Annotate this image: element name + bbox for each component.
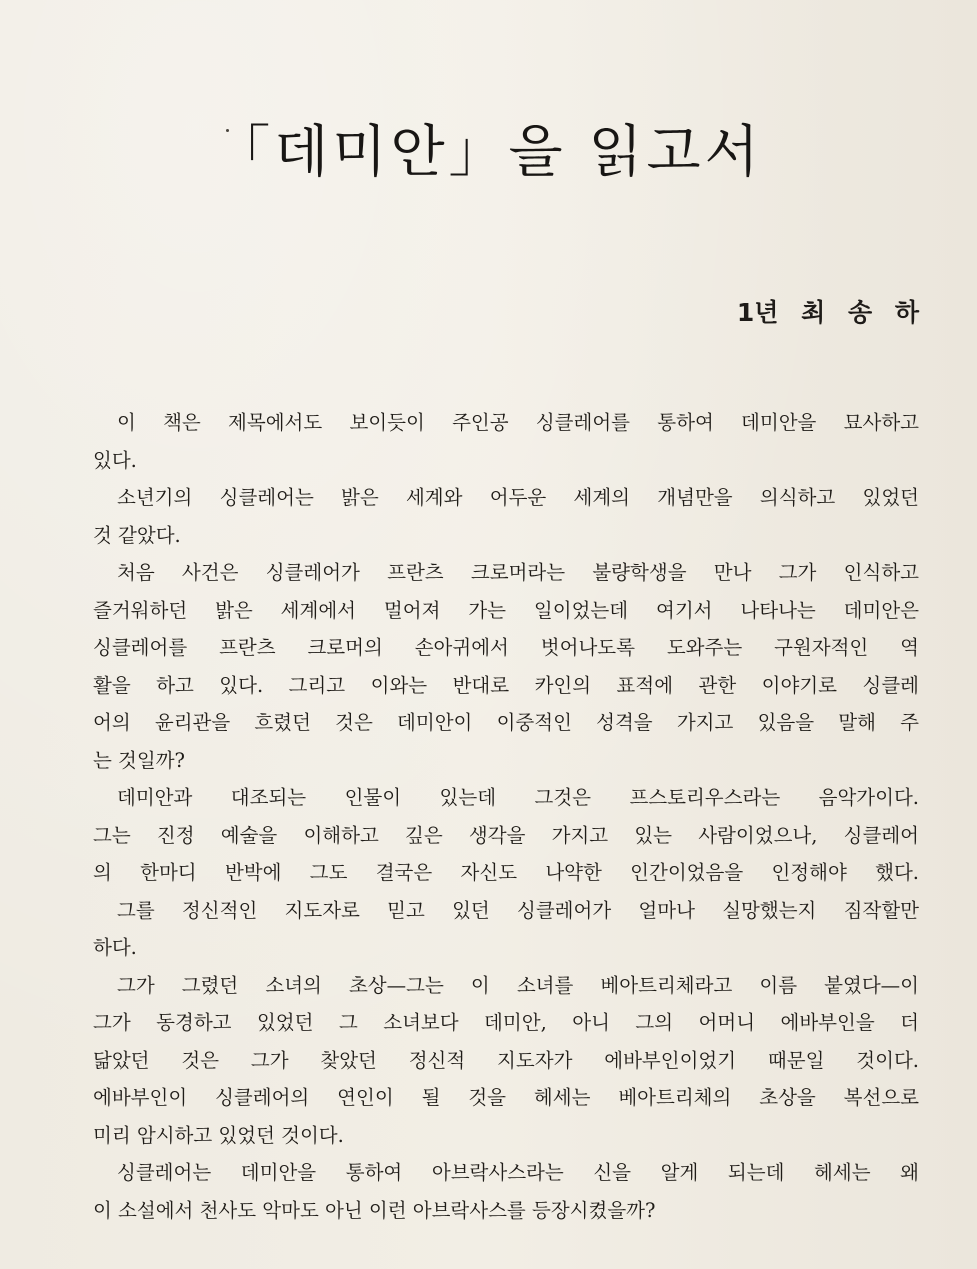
text-line: 그가 동경하고 있었던 그 소녀보다 데미안, 아니 그의 어머니 에바부인을 더 (93, 1011, 919, 1034)
text-line: 그는 진정 예술을 이해하고 깊은 생각을 가지고 있는 사람이었으나, 싱클레어 (93, 823, 919, 847)
text-line: 활을 하고 있다. 그리고 이와는 반대로 카인의 표적에 관한 이야기로 싱클레 (93, 673, 919, 697)
text-line: 에바부인이 싱클레어의 연인이 될 것을 헤세는 베아트리체의 초상을 복선으로 (93, 1086, 919, 1109)
text-line: 는 것일까? (93, 748, 186, 772)
text-line: 있다. (93, 448, 137, 472)
text-line: 의 한마디 반박에 그도 결국은 자신도 나약한 인간이었음을 인정해야 했다. (93, 861, 919, 884)
text-line: 하다. (93, 936, 137, 959)
essay-body (93, 404, 919, 1229)
text-line: 어의 윤리관을 흐렸던 것은 데미안이 이중적인 성격을 가지고 있음을 말해 주 (93, 711, 919, 734)
text-line: 그가 그렸던 소녀의 초상—그는 이 소녀를 베아트리체라고 이름 붙였다—이 (117, 973, 919, 997)
text-line: 것 같았다. (93, 523, 181, 547)
text-line: 즐거워하던 밝은 세계에서 멀어져 가는 일이었는데 여기서 나타나는 데미안은 (93, 598, 919, 622)
text-line: 그를 정신적인 지도자로 믿고 있던 싱클레어가 얼마나 실망했는지 짐작할만 (117, 898, 919, 922)
text-line: 소년기의 싱클레어는 밝은 세계와 어두운 세계의 개념만을 의식하고 있었던 (117, 486, 919, 509)
text-line: 미리 암시하고 있었던 것이다. (93, 1123, 344, 1147)
text-line: 싱클레어를 프란츠 크로머의 손아귀에서 벗어나도록 도와주는 구원자적인 역 (93, 636, 919, 659)
author-line: 1년 최 송 하 (736, 298, 919, 327)
page-title: 「데미안」을 읽고서 (214, 120, 763, 185)
text-line: 이 책은 제목에서도 보이듯이 주인공 싱클레어를 통하여 데미안을 묘사하고 (117, 411, 919, 434)
text-line: 이 소설에서 천사도 악마도 아닌 이런 아브락사스를 등장시켰을까? (93, 1198, 656, 1222)
text-line: 닮았던 것은 그가 찾았던 정신적 지도자가 에바부인이었기 때문일 것이다. (93, 1048, 919, 1072)
text-line: 데미안과 대조되는 인물이 있는데 그것은 프스토리우스라는 음악가이다. (117, 786, 919, 809)
text-line: 처음 사건은 싱클레어가 프란츠 크로머라는 불량학생을 만나 그가 인식하고 (117, 561, 919, 584)
text-line: 싱클레어는 데미안을 통하여 아브락사스라는 신을 알게 되는데 헤세는 왜 (117, 1161, 919, 1184)
